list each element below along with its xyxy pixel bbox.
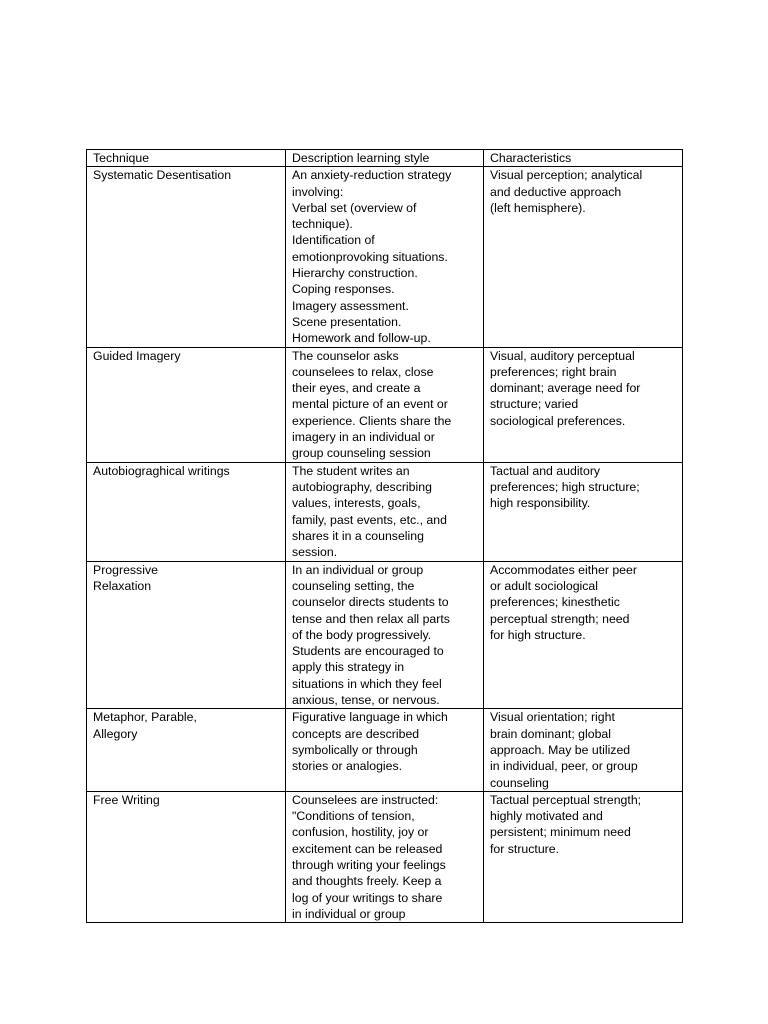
table-row (87, 167, 683, 347)
description-cell: An anxiety-reduction strategy involving: Verbal set (overview of technique). Identification of emotionprovoking situations. Hierarchy construction. Coping responses. Imagery assessment. Scene presentation. Homework and follow-up. (286, 167, 484, 347)
techniques-table (86, 149, 683, 923)
description-cell: The counselor asks counselees to relax, close their eyes, and create a mental picture of an event or experience. Clients share the imagery in an individual or group counseling session (286, 347, 484, 462)
description-cell: Counselees are instructed: "Conditions of tension, confusion, hostility, joy or excitement can be released through writing your feelings and thoughts freely. Keep a log of your writings to share in individual or group (286, 791, 484, 922)
technique-cell: Guided Imagery (87, 347, 286, 462)
description-cell: In an individual or group counseling setting, the counselor directs students to tense and then relax all parts of the body progressively. Students are encouraged to apply this strategy in situations in which they feel anxious, tense, or nervous. (286, 561, 484, 709)
description-cell: The student writes an autobiography, describing values, interests, goals, family, past events, etc., and shares it in a counseling session. (286, 462, 484, 561)
technique-cell: Progressive Relaxation (87, 561, 286, 709)
table-row (87, 462, 683, 561)
technique-cell: Metaphor, Parable, Allegory (87, 709, 286, 791)
table-row (87, 791, 683, 922)
header-technique: Technique (87, 150, 286, 167)
characteristics-cell: Tactual and auditory preferences; high structure; high responsibility. (484, 462, 683, 561)
table-row (87, 347, 683, 462)
table-header-row (87, 150, 683, 167)
description-cell: Figurative language in which concepts are described symbolically or through stories or analogies. (286, 709, 484, 791)
technique-cell: Free Writing (87, 791, 286, 922)
table-row (87, 561, 683, 709)
table-row (87, 709, 683, 791)
technique-cell: Autobiograghical writings (87, 462, 286, 561)
characteristics-cell: Visual, auditory perceptual preferences; right brain dominant; average need for structure; varied sociological preferences. (484, 347, 683, 462)
header-description: Description learning style (286, 150, 484, 167)
characteristics-cell: Visual orientation; right brain dominant; global approach. May be utilized in individual, peer, or group counseling (484, 709, 683, 791)
technique-cell: Systematic Desentisation (87, 167, 286, 347)
characteristics-cell: Accommodates either peer or adult sociological preferences; kinesthetic perceptual strength; need for high structure. (484, 561, 683, 709)
characteristics-cell: Visual perception; analytical and deductive approach (left hemisphere). (484, 167, 683, 347)
header-characteristics: Characteristics (484, 150, 683, 167)
characteristics-cell: Tactual perceptual strength; highly motivated and persistent; minimum need for structure. (484, 791, 683, 922)
